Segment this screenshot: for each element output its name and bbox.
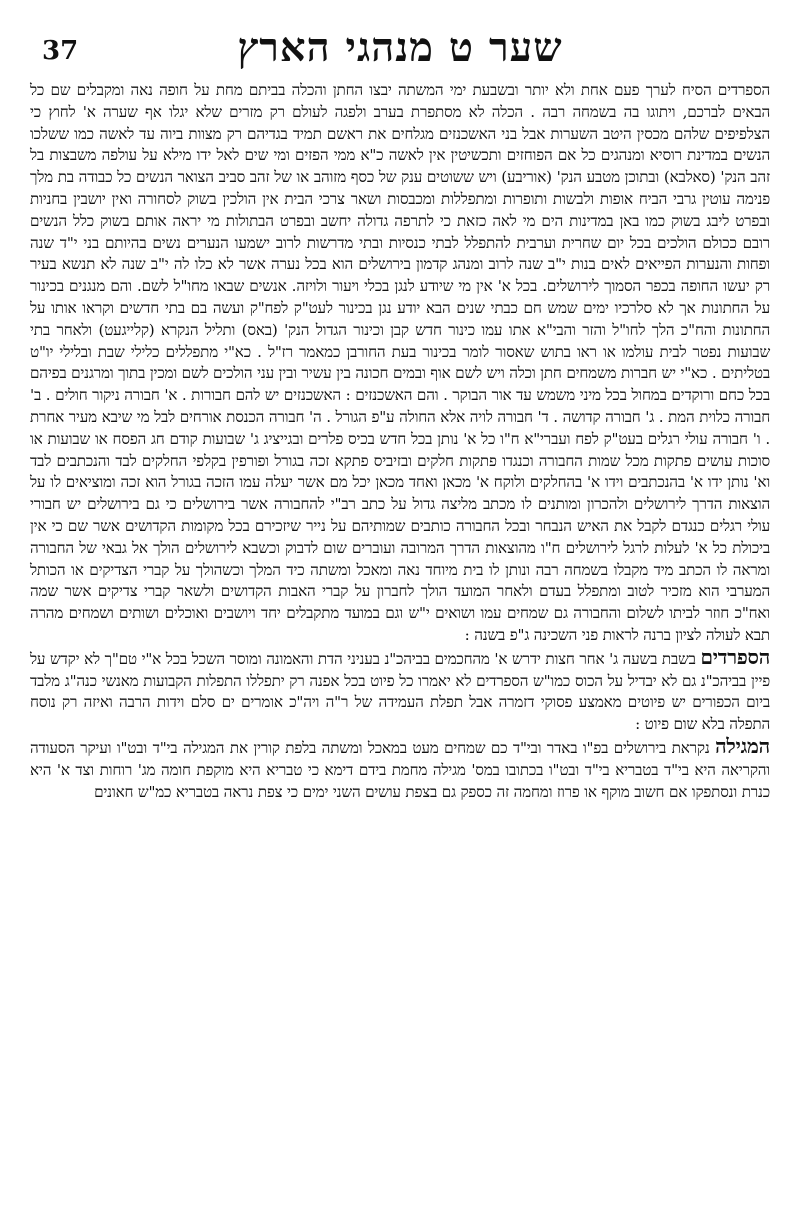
paragraph [30, 644, 770, 736]
body-text [30, 80, 770, 803]
page-header [30, 18, 770, 80]
page-number: 37 [42, 36, 79, 66]
running-head: שער ט מנהגי הארץ [237, 24, 563, 71]
paragraph [30, 80, 770, 647]
paragraph-text: בשבת בשעה ג' אחר חצות ידרש א' מהחכמים בביהכ"נ בעניני הדת והאמונה ומוסר השכל בכל א"י טם"ך לא יקדש על פיין בביהכ"נ גם לא יבדיל על הכוס כמו"ש הספרדים לא יאמרו כל פיוט בכל אפנה רק יתפללו התפלות הקבועות מאנשי כנה"ג מלבד ביום הכפורים יש פיוטים מאמצע פסוקי דזמרה אבל תפלת העמידה של ר"ה ויה"כ אומרים ים סלם וידות הרבה ואיזה רק נוסח התפלה בלא שום פיוט : [30, 649, 770, 734]
paragraph-lead-word: המגילה [715, 733, 770, 758]
paragraph-lead-word: הספרדים [700, 644, 770, 669]
paragraph [30, 733, 770, 803]
paragraph-text: נקראת בירושלים בפ"ו באדר ובי"ד כם שמחים מעט במאכל ומשתה בלפת קורין את המגילה בי"ד ובט"ו ועיקר הסעודה והקריאה היא בי"ד בטבריא בי"ד ובט"ו בכתובו במס' מגילה מחמת בידם דימא כי טבריא היא מוקפת חומה מג' רוחות וצד א' היא כנרת ונסתפקו אם חשוב מוקף או פרוז ומחמה זה כספק גם בצפת עושים השני ימים כי צפת נראה בטבריא כמ"ש חאונים [30, 738, 770, 801]
paragraph-text: הספרדים הסיח לערך פעם אחת ולא יותר ובשבעת ימי המשתה יבצו החתן והכלה בביתם מחת על חופה נאה ומקבלים שם כל הבאים לברכם, ויתוגו בה בשמחה רבה . הכלה לא מסתפרת בערב ולפגה לעולם רק מזרים שלא יגלו אף שערה א' לחוץ כי הצלפיפים שלהם מכסין היטב השערות אבל בני האשכנזים מגלחים את ראשם תמיד בגדיהם רק מצוות ביוה עד לאשה כמו ששלכו הנשים במדינת רוסיא ומנהגים כל אם הפוחזים ותכשיטין אין לאשה כ"א ממי הפזים ומי שים לאל ידו מילא על עולפה משבצות בל זהב הנק' (סאלבא) ובתוכן מטבע הנק' (אוריבע) ויש ששוטים ענק של כסף מזוהב או של זהב סביב הצואר הנשים כל כבודה בת מלך פנימה עוטין גרבי הביח אופות ולבשות ותופרות ומתפללות ומכבסות ושאר צרכי הבית אין הולכין בשוק לסחורה ואין יושבין בחניות ובפרט ליבג בשוק כמו באן במדינות הים מי לאה כזאת כי לתרפה גדולה יחשב ובפרט הבתולות מי יראה אותם בשוק כלל הנשים רובם ככולם הולכים בכל יום שחרית וערבית להתפלל לבתי כנסיות ובתי מדרשות לרוב ישמעו הנערים נשים בהיותם בני י"ד שנה ופחות והנערות הפייאים לאים בנות י"ב שנה לרוב ומנהג קדמון בירושלים הוא בכל נערה אשר לא כלו לה י"ב שנה לא תנשא בעיר רק יעשו החופה בכפר הסמוך לירושלים. בכל א' אין מי שיודע לנגן בכלי ויעור ולויזה. אנשים שבאו מחו"ל לשם. והם מנגנים בכינור על החתונות אך לא סלרכיו ימים שמש חם כבתי שנים הבא יודע נגן בכינור לעט"ק לפח"ק ועשה בם בתי חדשים וקראו אותו על החתונות והח"כ הלך לחו"ל והזר והבי"א אתו עמו כינור חדש קבן וכינור הגדול הנק' (באס) ותליל הנקרא (קלייגעט) ולאחר בתי שבועות נפטר לבית עולמו או ראו בתוש שאסור לומר בכינור בעת החורבן כמאמר רז"ל . כא"י מתפללים כלילי שבת ובלילי יו"ט בטליתים . כא"י יש חברות משמחים חתן וכלה ויש לשם אוף ובמים חכונה בין עשיר ובין עני הולכים לשם ומכין בתוך ומרגנים בפיהם בכל כחם ורוקדים במחול בכל מיני משמש עד אור הבוקר . והם האשכנזים : האשכנזים יש להם חבורות . א' חבורה ניקור חולים . ב' חבורה כלוית המת . ג' חבורה קדושה . ד' חבורה לויה אלא החולה ע"פ הגורל . ה' חבורה הכנסת אורחים לבל מי שיבא מעיר אחרת . ו' חבורה עולי רגלים בעט"ק לפח ועברי"א ח"ו כל א' נותן בכל חדש בכיס פלרים ובגייציג ג' שבועות קודם חג הפסח או שבועות או סוכות עושים פתקות מכל שמות החבורה וכנגדו פתקות חלקים ובזיביס פתקא זכה בגורל ופורפין בקלפי החלקים לבד והנכתבים לבד וא' נותן ידו א' בהנכתבים וידו א' בהחלקים ולוקח א' מכאן ואחד מכאן יכל מם אשר יעלה עמו הזכה בגורל הוא זכה ומוציאים לו על הוצאות הדרך לירושלים ולהכרון ומותנים לו מכתב מליצה גדול על כתב רב"י להחבורה אשר בירושלים כי גם בירושלים יש חבורי עולי רגלים כנגדם לקבל את האיש הנבחר ובכל החבורה כותבים שמותיהם על נייר שיזכירם בכל מקומות הקדושים אשר שם כי אין ביכולת כל א' לעלות לרגל לירושלים ח"ו מהוצאות הדרך המרובה ועוברים שום לדבוק וכשבא לירושלים הולך אל גבאי של החבורה ומראה לו הכתב מיד מקבלו בשמחה רבה ונותן לו בית מיוחד נאה ומאכל ומשתה כיד המלך וכשהולך על קברי הצדיקים או הכותל המערבי הוא מזכיר לטוב ומתפלל בעדם ולאחר המועד הולך לחברון על קברי האבות הקדושים ולשאר קברי צדיקים אשר שמה ואח"כ חוזר לביתו לשלום והחבורה גם שמחים עמו ושואים י"ש וגם במועד מתקבלים יחד ויושבים ואוכלים ושותים ושמחים מהרה תבא לעולה לציון ברנה לראות פני השכינה ג"פ בשנה : [30, 81, 770, 644]
